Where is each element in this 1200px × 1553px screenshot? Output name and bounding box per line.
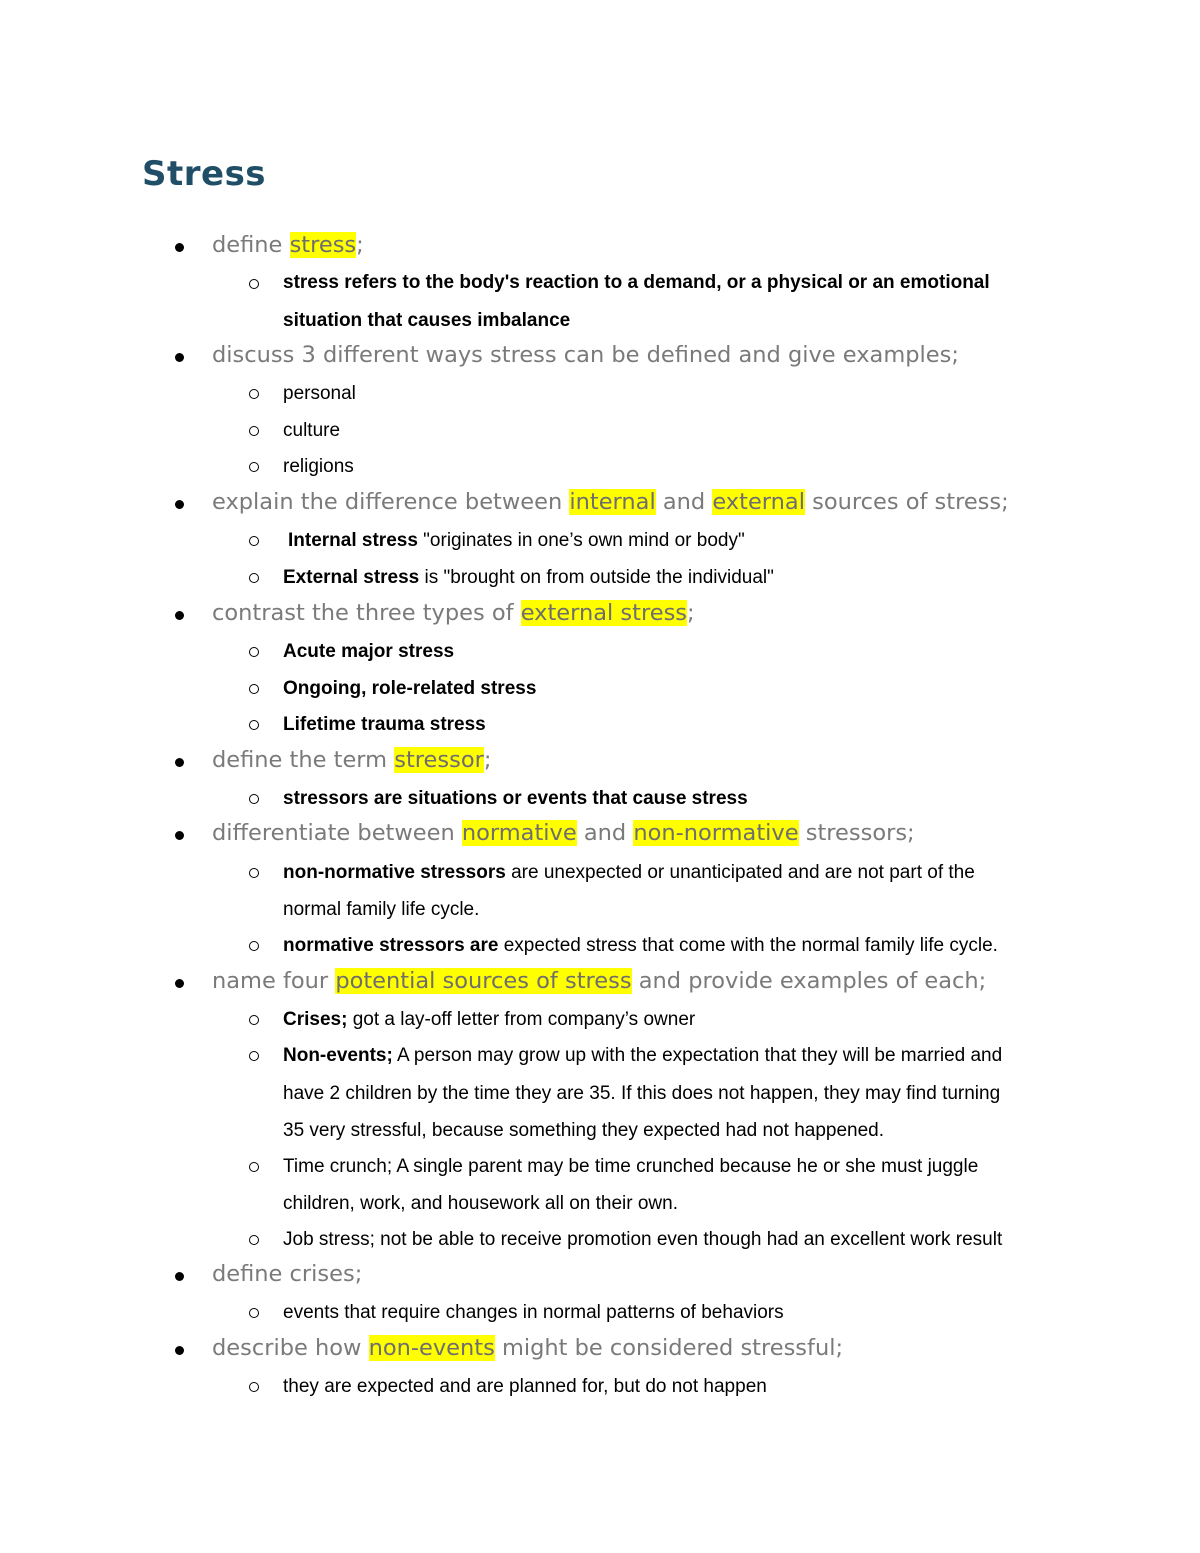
bullet-dot [175,500,184,509]
sub-list-item: Crises; got a lay-off letter from company’s owner [283,1009,696,1030]
list-item: define crises; [212,1261,363,1287]
sub-list-item-continuation: children, work, and housework all on their own. [283,1193,678,1214]
list-item: define the term stressor; [212,747,492,773]
bullet-dot [175,831,184,840]
sub-bullet-ring [249,536,259,546]
bullet-dot [175,758,184,767]
highlight: external [712,489,805,515]
list-item: name four potential sources of stress and provide examples of each; [212,968,987,994]
sub-list-item: non-normative stressors are unexpected or unanticipated and are not part of the [283,862,975,883]
bullet-dot [175,353,184,362]
sub-bullet-ring [249,1382,259,1392]
sub-bullet-ring [249,1308,259,1318]
sub-list-item-continuation: have 2 children by the time they are 35. If this does not happen, they may find turning [283,1083,1001,1104]
bullet-dot [175,243,184,252]
sub-bullet-ring [249,462,259,472]
sub-bullet-ring [249,720,259,730]
highlight: normative [461,820,577,846]
sub-list-item: culture [283,420,341,441]
sub-list-item: personal [283,383,356,404]
list-item: explain the difference between internal and external sources of stress; [212,489,1009,515]
highlight: stressor [394,747,484,773]
highlight: potential sources of stress [335,968,632,994]
sub-list-item: religions [283,456,354,477]
sub-bullet-ring [249,941,259,951]
highlight: non-normative [633,820,799,846]
sub-bullet-ring [249,1162,259,1172]
highlight: internal [569,489,656,515]
list-item: contrast the three types of external stress; [212,600,695,626]
sub-list-item: events that require changes in normal patterns of behaviors [283,1302,784,1323]
sub-list-item: Ongoing, role-related stress [283,678,537,699]
list-item: discuss 3 different ways stress can be defined and give examples; [212,342,959,368]
sub-list-item: they are expected and are planned for, but do not happen [283,1376,767,1397]
list-item: define stress; [212,232,364,258]
sub-list-item: Non-events; A person may grow up with the expectation that they will be married and [283,1045,1003,1066]
sub-list-item-continuation: normal family life cycle. [283,899,480,920]
sub-list-item: normative stressors are expected stress that come with the normal family life cycle. [283,935,998,956]
sub-bullet-ring [249,279,259,289]
sub-bullet-ring [249,647,259,657]
sub-list-item: Job stress; not be able to receive promotion even though had an excellent work result [283,1229,1003,1250]
sub-list-item: External stress is "brought on from outside the individual" [283,567,774,588]
bullet-dot [175,1272,184,1281]
sub-list-item: Lifetime trauma stress [283,714,486,735]
list-item: differentiate between normative and non-normative stressors; [212,820,915,846]
sub-bullet-ring [249,684,259,694]
page-title: Stress [142,154,267,194]
sub-list-item: Acute major stress [283,641,455,662]
sub-list-item-continuation: 35 very stressful, because something they expected had not happened. [283,1120,885,1141]
sub-bullet-ring [249,573,259,583]
sub-list-item-continuation: situation that causes imbalance [283,310,571,331]
bullet-dot [175,611,184,620]
sub-list-item: Internal stress "originates in one’s own mind or body" [288,530,745,551]
sub-bullet-ring [249,426,259,436]
sub-list-item: Time crunch; A single parent may be time crunched because he or she must juggle [283,1156,979,1177]
highlight: stress [289,232,357,258]
sub-list-item: stress refers to the body's reaction to a demand, or a physical or an emotional [283,272,990,293]
bullet-dot [175,979,184,988]
sub-list-item: stressors are situations or events that cause stress [283,788,748,809]
sub-bullet-ring [249,389,259,399]
sub-bullet-ring [249,868,259,878]
list-item: describe how non-events might be considered stressful; [212,1335,844,1361]
sub-bullet-ring [249,1051,259,1061]
sub-bullet-ring [249,794,259,804]
bullet-dot [175,1346,184,1355]
sub-bullet-ring [249,1235,259,1245]
highlight: external stress [520,600,688,626]
highlight: non-events [368,1335,495,1361]
sub-bullet-ring [249,1015,259,1025]
